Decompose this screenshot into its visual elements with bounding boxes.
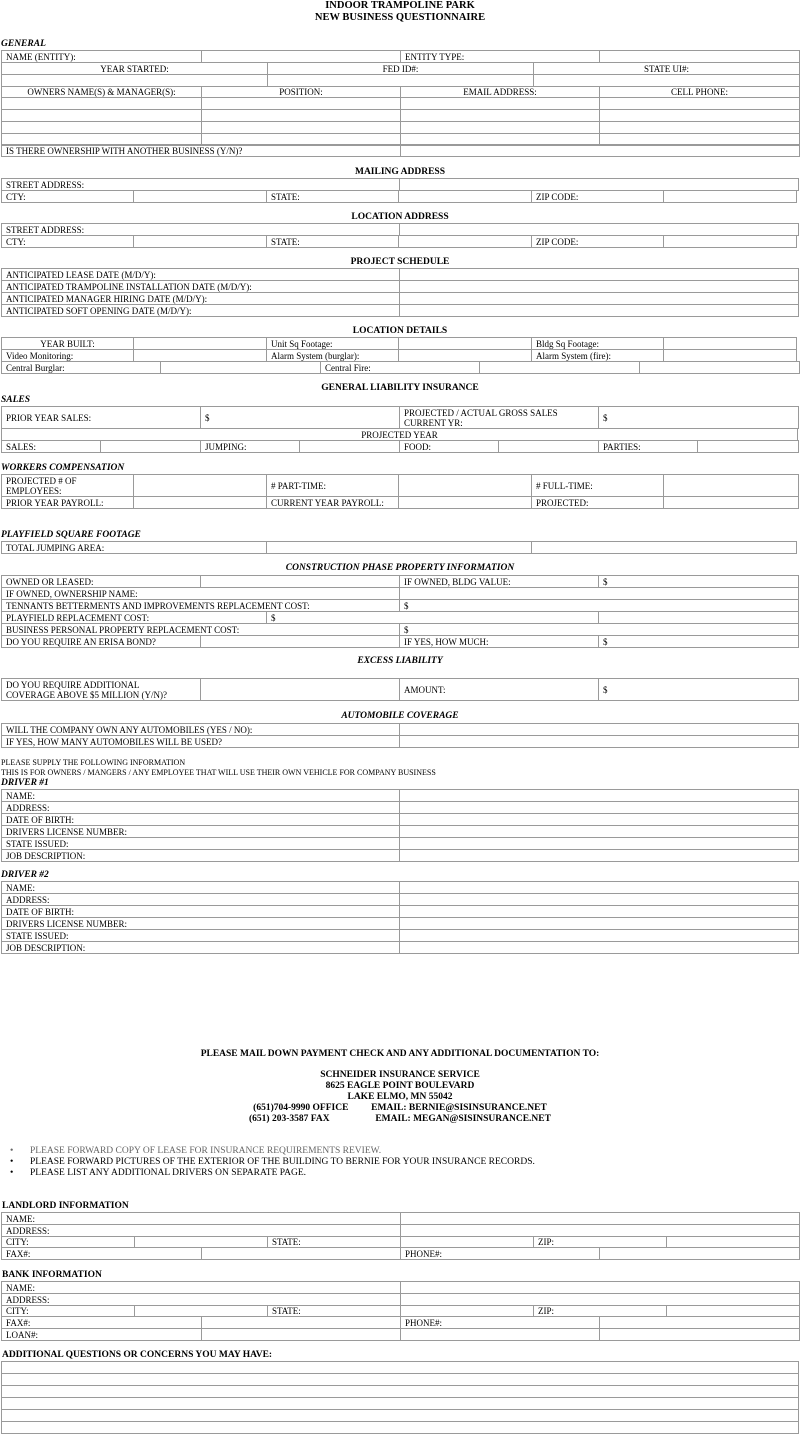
bank-loan-label: LOAN#:: [2, 1329, 202, 1341]
driver2-license-field[interactable]: [400, 918, 799, 930]
ownership-field[interactable]: [401, 145, 800, 157]
driver1-table: [1, 789, 799, 862]
unit-sq-field[interactable]: [399, 338, 532, 350]
central-table: [1, 361, 800, 374]
supply-info-note: PLEASE SUPPLY THE FOLLOWING INFORMATION: [1, 758, 186, 767]
driver2-address-label: ADDRESS:: [2, 894, 400, 906]
mail-contact-line1: [0, 1103, 800, 1114]
bank-state-field[interactable]: [401, 1306, 534, 1317]
mailing-street-label: STREET ADDRESS:: [2, 179, 400, 191]
driver2-state-label: STATE ISSUED:: [2, 930, 400, 942]
bpp-field[interactable]: $: [400, 624, 799, 636]
liability-heading: GENERAL LIABILITY INSURANCE: [321, 383, 479, 393]
erisa-label: DO YOU REQUIRE AN ERISA BOND?: [2, 636, 201, 648]
bank-name-label: NAME:: [2, 1282, 401, 1294]
projected-gross-field[interactable]: $: [599, 407, 799, 429]
bank-address-label: ADDRESS:: [2, 1294, 401, 1306]
year-started-label: YEAR STARTED:: [2, 63, 268, 75]
email-label: EMAIL ADDRESS:: [401, 87, 600, 98]
amount-label: AMOUNT:: [400, 679, 599, 701]
entity-type-label: ENTITY TYPE:: [401, 51, 600, 63]
workers-heading: WORKERS COMPENSATION: [1, 463, 125, 473]
landlord-address-field[interactable]: [401, 1225, 800, 1237]
jumping-label: JUMPING:: [201, 441, 300, 453]
location-city-label: CTY:: [2, 236, 134, 248]
unit-sq-label: Unit Sq Footage:: [267, 338, 399, 350]
video-label: Video Monitoring:: [2, 350, 134, 362]
prior-sales-label: PRIOR YEAR SALES:: [2, 407, 201, 429]
landlord-phone-field[interactable]: [600, 1248, 800, 1260]
bank-contact-table: [1, 1316, 800, 1341]
landlord-zip-label: ZIP:: [534, 1237, 667, 1248]
email-bernie: EMAIL: BERNIE@SISINSURANCE.NET: [371, 1103, 547, 1113]
installation-date-field[interactable]: [400, 281, 799, 293]
general-heading: GENERAL: [1, 39, 46, 49]
driver1-license-field[interactable]: [400, 826, 799, 838]
bank-name-table: [1, 1281, 800, 1306]
tenants-field[interactable]: $: [400, 600, 799, 612]
driver2-job-field[interactable]: [400, 942, 799, 954]
prior-payroll-label: PRIOR YEAR PAYROLL:: [2, 497, 134, 509]
food-label: FOOD:: [400, 441, 499, 453]
part-time-label: # PART-TIME:: [267, 475, 399, 497]
bank-heading: BANK INFORMATION: [2, 1270, 102, 1280]
landlord-name-field[interactable]: [401, 1213, 800, 1225]
additional-line[interactable]: [2, 1410, 799, 1422]
playfield-cost-extra-field[interactable]: [599, 612, 799, 624]
fed-id-label: FED ID#:: [268, 63, 534, 75]
central-extra-field[interactable]: [640, 362, 800, 374]
landlord-name-table: [1, 1212, 800, 1237]
list-item: • PLEASE LIST ANY ADDITIONAL DRIVERS ON SEPARATE PAGE.: [10, 1168, 535, 1179]
owner-email-field[interactable]: [401, 98, 600, 110]
mailing-zip-label: ZIP CODE:: [532, 191, 664, 203]
entity-type-field[interactable]: [600, 51, 800, 63]
position-label: POSITION:: [202, 87, 401, 98]
excess-question: DO YOU REQUIRE ADDITIONAL COVERAGE ABOVE $5 MILLION (Y/N)?: [2, 679, 201, 701]
landlord-phone-label: PHONE#:: [401, 1248, 600, 1260]
installation-date-label: ANTICIPATED TRAMPOLINE INSTALLATION DATE (M/D/Y):: [2, 281, 400, 293]
erisa-field[interactable]: [201, 636, 400, 648]
form-title: INDOOR TRAMPOLINE PARK: [325, 0, 475, 11]
owner-email-field[interactable]: [401, 122, 600, 134]
name-entity-label: NAME (ENTITY):: [2, 51, 202, 63]
owner-email-field[interactable]: [401, 110, 600, 122]
cell-label: CELL PHONE:: [600, 87, 800, 98]
total-jumping-label: TOTAL JUMPING AREA:: [2, 542, 267, 554]
driver1-dob-label: DATE OF BIRTH:: [2, 814, 400, 826]
driver1-heading: DRIVER #1: [1, 778, 49, 788]
projected-year-label: PROJECTED YEAR: [2, 429, 798, 441]
playfield-cost-label: PLAYFIELD REPLACEMENT COST:: [2, 612, 267, 624]
total-jumping-field[interactable]: [267, 542, 532, 554]
mailing-state-field[interactable]: [399, 191, 532, 203]
projected-payroll-label: PROJECTED:: [532, 497, 664, 509]
location-city-table: [1, 235, 797, 248]
driver1-state-label: STATE ISSUED:: [2, 838, 400, 850]
prior-sales-field[interactable]: $: [201, 407, 400, 429]
amount-field[interactable]: $: [599, 679, 799, 701]
parties-field[interactable]: [698, 441, 799, 453]
full-time-field[interactable]: [664, 475, 799, 497]
mail-instruction: PLEASE MAIL DOWN PAYMENT CHECK AND ANY ADDITIONAL DOCUMENTATION TO:: [200, 1049, 600, 1059]
bank-loan-field[interactable]: [202, 1329, 401, 1341]
driver2-state-field[interactable]: [400, 930, 799, 942]
bank-phone-label: PHONE#:: [401, 1317, 600, 1329]
bank-city-field[interactable]: [135, 1306, 268, 1317]
sales-breakdown-table: [1, 440, 799, 453]
schedule-heading: PROJECT SCHEDULE: [350, 257, 450, 267]
additional-line[interactable]: [2, 1386, 799, 1398]
driver1-dob-field[interactable]: [400, 814, 799, 826]
owner-position-field[interactable]: [202, 98, 401, 110]
owner-cell-field[interactable]: [600, 110, 800, 122]
year-started-field[interactable]: [2, 75, 268, 87]
mailing-city-field[interactable]: [134, 191, 267, 203]
additional-heading: ADDITIONAL QUESTIONS OR CONCERNS YOU MAY HAVE:: [2, 1350, 273, 1360]
auto-table: [1, 723, 799, 748]
jumping-field[interactable]: [300, 441, 400, 453]
sales-label: SALES:: [2, 441, 101, 453]
driver1-name-label: NAME:: [2, 790, 400, 802]
auto-heading: AUTOMOBILE COVERAGE: [341, 711, 459, 721]
additional-line[interactable]: [2, 1362, 799, 1374]
year-built-field[interactable]: [134, 338, 267, 350]
location-heading: LOCATION ADDRESS: [351, 212, 449, 222]
mail-contact-line2: [0, 1114, 800, 1125]
alarm-fire-field[interactable]: [664, 350, 797, 362]
landlord-heading: LANDLORD INFORMATION: [2, 1201, 129, 1211]
total-jumping-extra-field[interactable]: [532, 542, 797, 554]
list-item: • PLEASE FORWARD PICTURES OF THE EXTERIOR OF THE BUILDING TO BERNIE FOR YOUR INSURANCE RECORDS.: [10, 1157, 535, 1168]
sales-table: [1, 406, 799, 429]
owner-position-field[interactable]: [202, 122, 401, 134]
driver1-job-field[interactable]: [400, 850, 799, 862]
bank-loan-extra-field[interactable]: [600, 1329, 800, 1341]
driver1-job-label: JOB DESCRIPTION:: [2, 850, 400, 862]
mailing-zip-field[interactable]: [664, 191, 797, 203]
additional-line[interactable]: [2, 1374, 799, 1386]
mailing-state-label: STATE:: [267, 191, 399, 203]
owners-table: [1, 86, 800, 146]
owners-vehicle-note: THIS IS FOR OWNERS / MANGERS / ANY EMPLOYEE THAT WILL USE THEIR OWN VEHICLE FOR COMPANY BUSINESS: [1, 768, 436, 777]
location-state-label: STATE:: [267, 236, 399, 248]
alarm-fire-label: Alarm System (fire):: [532, 350, 664, 362]
landlord-state-label: STATE:: [268, 1237, 401, 1248]
full-time-label: # FULL-TIME:: [532, 475, 664, 497]
prior-payroll-field[interactable]: [134, 497, 267, 509]
list-item: • PLEASE FORWARD COPY OF LEASE FOR INSURANCE REQUIREMENTS REVIEW.: [10, 1146, 535, 1157]
details-heading: LOCATION DETAILS: [352, 326, 448, 336]
mailing-heading: MAILING ADDRESS: [354, 167, 445, 177]
bank-name-field[interactable]: [401, 1282, 800, 1294]
bank-fax-label: FAX#:: [2, 1317, 202, 1329]
current-payroll-label: CURRENT YEAR PAYROLL:: [267, 497, 399, 509]
state-ui-label: STATE UI#:: [534, 63, 800, 75]
central-fire-field[interactable]: [480, 362, 640, 374]
location-street-label: STREET ADDRESS:: [2, 224, 400, 236]
sales-field[interactable]: [101, 441, 201, 453]
playfield-heading: PLAYFIELD SQUARE FOOTAGE: [1, 530, 141, 540]
mailing-city-table: [1, 190, 797, 203]
fed-id-field[interactable]: [268, 75, 534, 87]
lease-date-field[interactable]: [400, 269, 799, 281]
mailing-street-field[interactable]: [400, 179, 799, 191]
video-field[interactable]: [134, 350, 267, 362]
bank-zip-field[interactable]: [667, 1306, 800, 1317]
location-zip-label: ZIP CODE:: [532, 236, 664, 248]
schedule-table: [1, 268, 799, 317]
owner-cell-field[interactable]: [600, 122, 800, 134]
part-time-field[interactable]: [399, 475, 532, 497]
driver2-name-field[interactable]: [400, 882, 799, 894]
central-burglar-field[interactable]: [161, 362, 321, 374]
workers-table: [1, 474, 799, 509]
projected-employees-field[interactable]: [134, 475, 267, 497]
how-much-label: IF YES, HOW MUCH:: [400, 636, 599, 648]
projected-payroll-field[interactable]: [664, 497, 799, 509]
bldg-sq-field[interactable]: [664, 338, 797, 350]
owner-position-field[interactable]: [202, 110, 401, 122]
state-ui-field[interactable]: [534, 75, 800, 87]
landlord-city-label: CITY:: [2, 1237, 135, 1248]
year-built-label: YEAR BUILT:: [2, 338, 134, 350]
playfield-table: [1, 541, 797, 554]
excess-field[interactable]: [201, 679, 400, 701]
owner-name-field[interactable]: [2, 110, 202, 122]
ownership-name-field[interactable]: [400, 588, 799, 600]
bpp-label: BUSINESS PERSONAL PROPERTY REPLACEMENT COST:: [2, 624, 400, 636]
general-ids-table: [1, 62, 800, 87]
driver2-name-label: NAME:: [2, 882, 400, 894]
central-burglar-label: Central Burglar:: [2, 362, 161, 374]
location-zip-field[interactable]: [664, 236, 797, 248]
opening-date-label: ANTICIPATED SOFT OPENING DATE (M/D/Y):: [2, 305, 400, 317]
driver2-dob-label: DATE OF BIRTH:: [2, 906, 400, 918]
bldg-value-label: IF OWNED, BLDG VALUE:: [400, 576, 599, 588]
owners-label: OWNERS NAME(S) & MANAGER(S):: [2, 87, 202, 98]
opening-date-field[interactable]: [400, 305, 799, 317]
location-city-field[interactable]: [134, 236, 267, 248]
bank-city-label: CITY:: [2, 1306, 135, 1317]
mailing-city-label: CTY:: [2, 191, 134, 203]
owner-name-field[interactable]: [2, 122, 202, 134]
owner-name-field[interactable]: [2, 98, 202, 110]
tenants-label: TENNANTS BETTERMENTS AND IMPROVEMENTS REPLACEMENT COST:: [2, 600, 400, 612]
email-megan: EMAIL: MEGAN@SISINSURANCE.NET: [375, 1114, 551, 1124]
excess-table: [1, 678, 799, 701]
bldg-sq-label: Bldg Sq Footage:: [532, 338, 664, 350]
central-fire-label: Central Fire:: [321, 362, 480, 374]
bank-zip-label: ZIP:: [534, 1306, 667, 1317]
bank-fax-field[interactable]: [202, 1317, 401, 1329]
projected-employees-label: PROJECTED # OF EMPLOYEES:: [2, 475, 134, 497]
food-field[interactable]: [499, 441, 599, 453]
driver1-state-field[interactable]: [400, 838, 799, 850]
phone-fax: (651) 203-3587 FAX: [249, 1114, 330, 1124]
own-autos-field[interactable]: [400, 724, 799, 736]
landlord-zip-field[interactable]: [667, 1237, 800, 1248]
hiring-date-label: ANTICIPATED MANAGER HIRING DATE (M/D/Y):: [2, 293, 400, 305]
how-much-field[interactable]: $: [599, 636, 799, 648]
driver1-name-field[interactable]: [400, 790, 799, 802]
bank-phone-field[interactable]: [600, 1317, 800, 1329]
construction-table: [1, 575, 799, 648]
driver1-license-label: DRIVERS LICENSE NUMBER:: [2, 826, 400, 838]
owned-leased-field[interactable]: [201, 576, 400, 588]
landlord-address-label: ADDRESS:: [2, 1225, 401, 1237]
parties-label: PARTIES:: [599, 441, 698, 453]
owner-cell-field[interactable]: [600, 98, 800, 110]
playfield-cost-field[interactable]: $: [267, 612, 599, 624]
projected-gross-label: PROJECTED / ACTUAL GROSS SALES CURRENT YR:: [400, 407, 599, 429]
location-street-field[interactable]: [400, 224, 799, 236]
mail-street: 8625 EAGLE POINT BOULEVARD: [325, 1081, 475, 1091]
construction-heading: CONSTRUCTION PHASE PROPERTY INFORMATION: [285, 563, 515, 573]
landlord-name-label: NAME:: [2, 1213, 401, 1225]
landlord-city-field[interactable]: [135, 1237, 268, 1248]
bank-loan-extra-field[interactable]: [401, 1329, 600, 1341]
mail-company: SCHNEIDER INSURANCE SERVICE: [320, 1070, 480, 1080]
landlord-fax-field[interactable]: [202, 1248, 401, 1260]
phone-office: (651)704-9990 OFFICE: [253, 1103, 349, 1113]
current-payroll-field[interactable]: [399, 497, 532, 509]
owned-leased-label: OWNED OR LEASED:: [2, 576, 201, 588]
location-state-field[interactable]: [399, 236, 532, 248]
form-subtitle: NEW BUSINESS QUESTIONNAIRE: [314, 12, 486, 23]
own-autos-label: WILL THE COMPANY OWN ANY AUTOMOBILES (YES / NO):: [2, 724, 400, 736]
lease-date-label: ANTICIPATED LEASE DATE (M/D/Y):: [2, 269, 400, 281]
driver1-address-field[interactable]: [400, 802, 799, 814]
ownership-table: [1, 144, 800, 157]
bank-address-field[interactable]: [401, 1294, 800, 1306]
driver2-heading: DRIVER #2: [1, 870, 49, 880]
mail-city: LAKE ELMO, MN 55042: [347, 1092, 453, 1102]
how-many-autos-label: IF YES, HOW MANY AUTOMOBILES WILL BE USED?: [2, 736, 400, 748]
details-table: [1, 337, 797, 362]
how-many-autos-field[interactable]: [400, 736, 799, 748]
bank-state-label: STATE:: [268, 1306, 401, 1317]
additional-table: [1, 1361, 799, 1434]
additional-line[interactable]: [2, 1398, 799, 1410]
bldg-value-field[interactable]: $: [599, 576, 799, 588]
driver2-table: [1, 881, 799, 954]
landlord-fax-label: FAX#:: [2, 1248, 202, 1260]
ownership-question: IS THERE OWNERSHIP WITH ANOTHER BUSINESS (Y/N)?: [2, 145, 401, 157]
excess-heading: EXCESS LIABILITY: [357, 656, 443, 666]
driver2-dob-field[interactable]: [400, 906, 799, 918]
driver1-address-label: ADDRESS:: [2, 802, 400, 814]
notes-list: [10, 1146, 535, 1179]
alarm-burglar-field[interactable]: [399, 350, 532, 362]
hiring-date-field[interactable]: [400, 293, 799, 305]
driver2-address-field[interactable]: [400, 894, 799, 906]
alarm-burglar-label: Alarm System (burglar):: [267, 350, 399, 362]
sales-heading: SALES: [1, 395, 31, 405]
driver2-job-label: JOB DESCRIPTION:: [2, 942, 400, 954]
driver2-license-label: DRIVERS LICENSE NUMBER:: [2, 918, 400, 930]
name-entity-field[interactable]: [202, 51, 401, 63]
landlord-contact-table: [1, 1247, 800, 1260]
ownership-name-label: IF OWNED, OWNERSHIP NAME:: [2, 588, 400, 600]
landlord-state-field[interactable]: [401, 1237, 534, 1248]
